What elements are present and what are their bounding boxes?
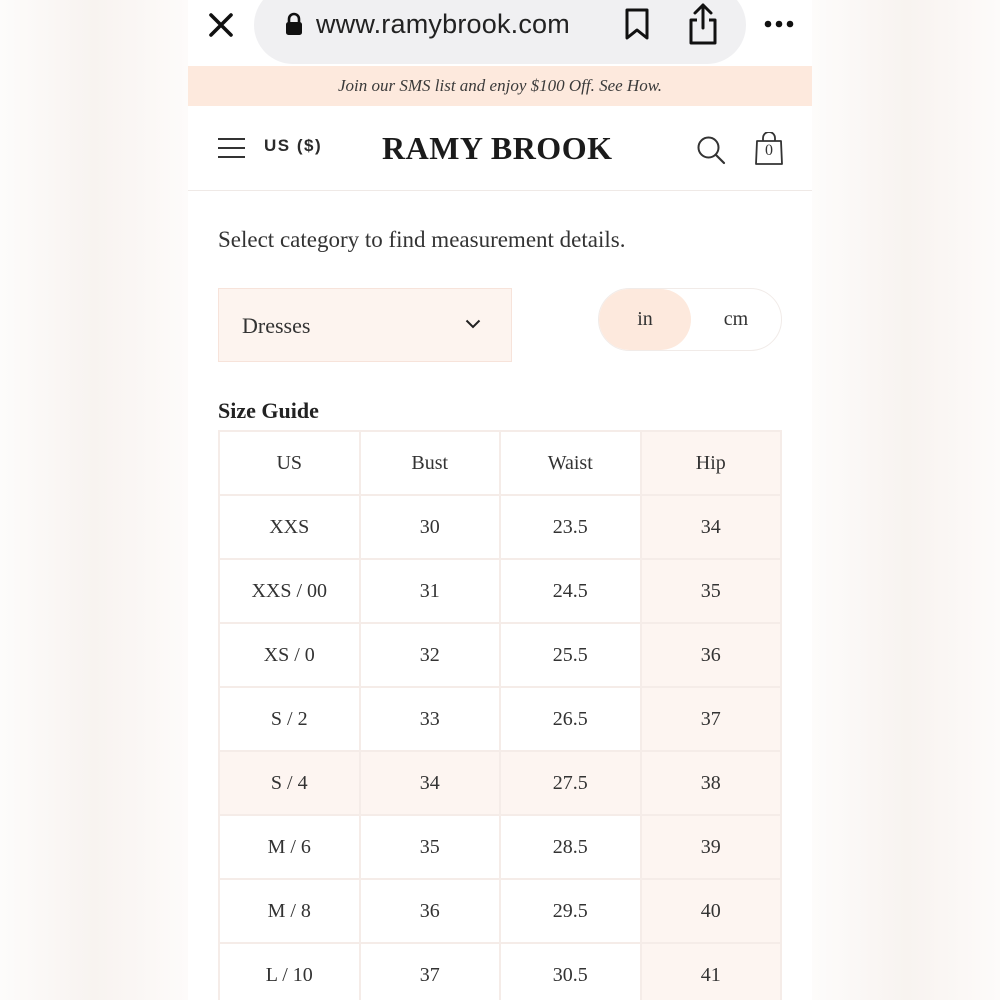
site-header [188, 106, 812, 191]
backdrop-right [812, 0, 1000, 1000]
waist-cell: 24.5 [500, 559, 641, 623]
waist-cell: 30.5 [500, 943, 641, 1000]
more-icon[interactable] [764, 18, 794, 30]
bust-cell: 32 [360, 623, 501, 687]
brand-logo[interactable]: RAMY BROOK [382, 130, 613, 166]
bust-cell: 35 [360, 815, 501, 879]
search-icon[interactable] [696, 135, 726, 165]
size-cell: XXS [219, 495, 360, 559]
table-row [219, 559, 781, 623]
hip-cell: 37 [641, 687, 782, 751]
hip-cell: 36 [641, 623, 782, 687]
menu-icon[interactable] [218, 138, 245, 158]
bag-count: 0 [765, 142, 773, 159]
category-value: Dresses [242, 313, 311, 338]
bust-cell: 34 [360, 751, 501, 815]
table-row [219, 687, 781, 751]
size-cell: M / 8 [219, 879, 360, 943]
unit-toggle [598, 288, 782, 351]
size-cell: XS / 0 [219, 623, 360, 687]
column-header-bust: Bust [360, 431, 501, 495]
chevron-down-icon [465, 319, 481, 329]
currency-selector[interactable]: US ($) [264, 136, 323, 155]
phone-screen [188, 0, 812, 1000]
size-guide-title: Size Guide [218, 398, 319, 423]
size-cell: S / 2 [219, 687, 360, 751]
size-guide-table [218, 430, 782, 1000]
waist-cell: 29.5 [500, 879, 641, 943]
browser-bar [188, 0, 812, 66]
bookmark-icon[interactable] [624, 7, 650, 41]
table-row-highlighted [219, 751, 781, 815]
url-text[interactable]: www.ramybrook.com [316, 9, 570, 39]
table-row [219, 943, 781, 1000]
size-cell: S / 4 [219, 751, 360, 815]
column-header-waist: Waist [500, 431, 641, 495]
hip-cell: 38 [641, 751, 782, 815]
table-row [219, 623, 781, 687]
bust-cell: 36 [360, 879, 501, 943]
close-icon[interactable] [206, 10, 236, 40]
unit-option-cm[interactable]: cm [723, 308, 749, 330]
waist-cell: 25.5 [500, 623, 641, 687]
column-header-us: US [219, 431, 360, 495]
table-row [219, 879, 781, 943]
size-cell: XXS / 00 [219, 559, 360, 623]
intro-text: Select category to find measurement details. [218, 227, 626, 252]
hip-cell: 34 [641, 495, 782, 559]
share-icon[interactable] [686, 2, 720, 46]
hip-cell: 41 [641, 943, 782, 1000]
table-row [219, 495, 781, 559]
sms-promo-banner[interactable]: Join our SMS list and enjoy $100 Off. See How. [188, 66, 812, 106]
waist-cell: 27.5 [500, 751, 641, 815]
backdrop-left [0, 0, 188, 1000]
table-row [219, 815, 781, 879]
waist-cell: 26.5 [500, 687, 641, 751]
unit-option-in[interactable]: in [599, 289, 691, 350]
size-cell: L / 10 [219, 943, 360, 1000]
bust-cell: 37 [360, 943, 501, 1000]
bust-cell: 30 [360, 495, 501, 559]
column-header-hip: Hip [641, 431, 782, 495]
lock-icon [284, 12, 304, 36]
hip-cell: 39 [641, 815, 782, 879]
table-header-row [219, 431, 781, 495]
bust-cell: 31 [360, 559, 501, 623]
shopping-bag-button[interactable] [754, 132, 784, 166]
bust-cell: 33 [360, 687, 501, 751]
category-dropdown[interactable] [218, 288, 512, 362]
waist-cell: 28.5 [500, 815, 641, 879]
waist-cell: 23.5 [500, 495, 641, 559]
hip-cell: 35 [641, 559, 782, 623]
size-cell: M / 6 [219, 815, 360, 879]
hip-cell: 40 [641, 879, 782, 943]
